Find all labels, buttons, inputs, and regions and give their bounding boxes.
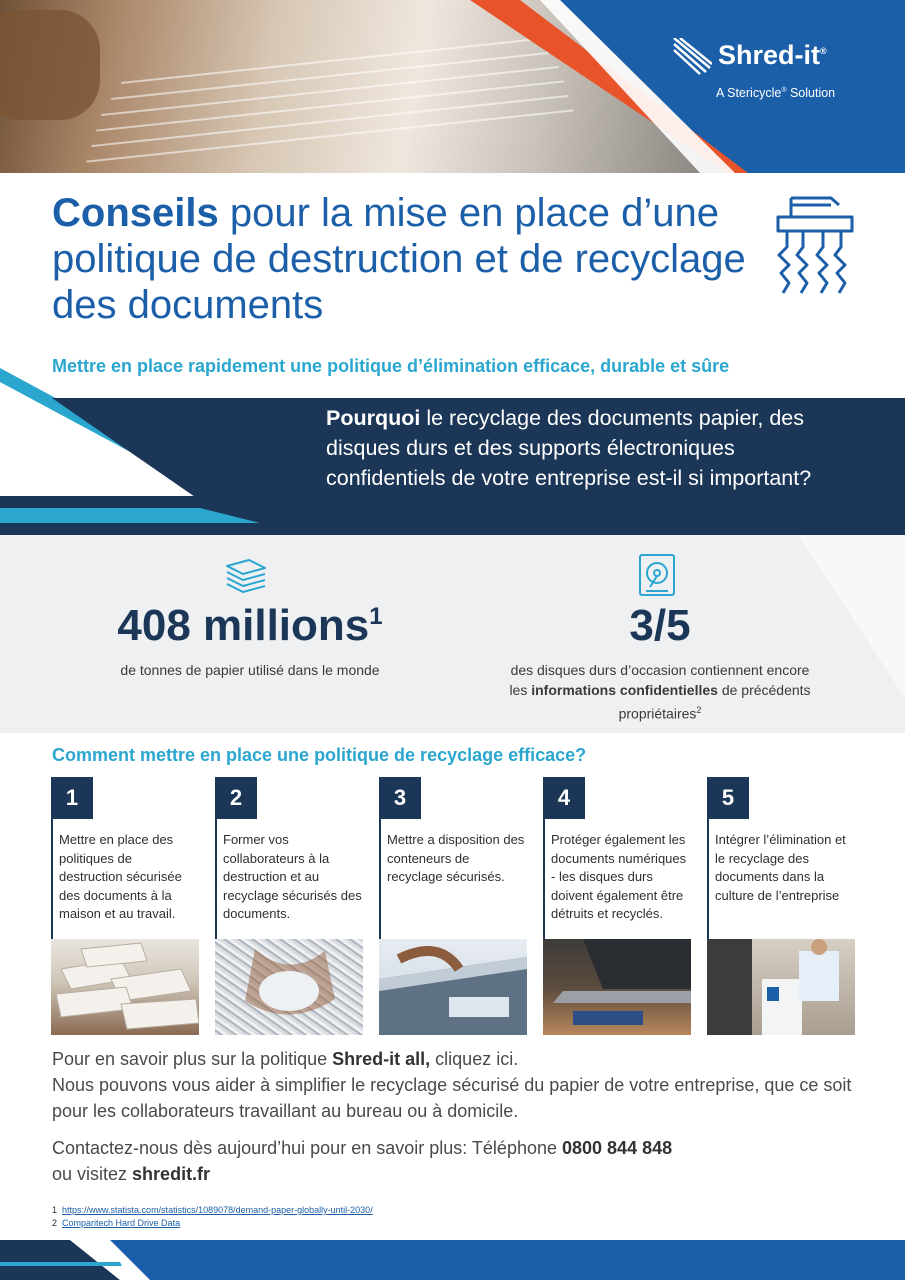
step-text: Mettre a disposition des conteneurs de recyclage sécurisés. [387, 832, 525, 884]
footnote-link-comparitech[interactable]: Comparitech Hard Drive Data [62, 1218, 181, 1228]
logo-reg: ® [820, 46, 827, 56]
stat-drives-desc-bold: informations confidentielles [531, 682, 718, 698]
info-paragraph [52, 1046, 862, 1124]
step-photo-shredded-paper [215, 939, 363, 1035]
step-number: 1 [51, 777, 93, 819]
step-5 [707, 777, 855, 1035]
shredder-lines-icon [672, 38, 712, 78]
logo-tagline-post: Solution [786, 86, 836, 100]
step-text: Intégrer l’élimination et le recyclage des documents dans la culture de l’entreprise [715, 832, 846, 903]
stat-paper-sup: 1 [369, 603, 383, 630]
step-photo-office [707, 939, 855, 1035]
step-divider [51, 819, 53, 939]
step-photo-laptop [543, 939, 691, 1035]
step-number: 5 [707, 777, 749, 819]
info-line1-post: cliquez ici. [430, 1049, 519, 1069]
step-divider [379, 819, 381, 939]
step-text: Mettre en place des politiques de destruction sécurisée des documents à la maison et au travail. [59, 832, 182, 921]
step-photo-secure-container [379, 939, 527, 1035]
stat-drives-desc-pre: des disques durs d’occasion contiennent encore les [509, 662, 810, 698]
shredit-logo[interactable] [672, 38, 836, 100]
footnote-link-statista[interactable]: https://www.statista.com/statistics/1089078/demand-paper-globally-until-2030/ [62, 1205, 373, 1215]
info-line1-pre: Pour en savoir plus sur la politique [52, 1049, 333, 1069]
website-link[interactable]: shredit.fr [132, 1164, 211, 1184]
step-number: 4 [543, 777, 585, 819]
step-text: Protéger également les documents numériques - les disques durs doivent également être détruits et recyclés. [551, 832, 687, 921]
step-divider [215, 819, 217, 939]
step-divider [707, 819, 709, 939]
shredder-icon [775, 195, 855, 300]
header-banner [0, 0, 905, 173]
contact-paragraph [52, 1135, 862, 1187]
step-1 [51, 777, 199, 1035]
footnote-1 [52, 1205, 373, 1215]
contact-pre: Contactez-nous dès aujourd’hui pour en savoir plus: Téléphone [52, 1138, 562, 1158]
page-title [52, 190, 752, 328]
info-line2: Nous pouvons vous aider à simplifier le recyclage sécurisé du papier de votre entreprise, que ce soit pour les collaborateurs travaillant au bureau ou à domicile. [52, 1075, 852, 1121]
stat-paper-number [60, 601, 440, 651]
how-title: Comment mettre en place une politique de recyclage efficace? [52, 745, 587, 765]
stat-drives-desc-post: de précédents propriétaires [618, 682, 811, 722]
stat-paper-desc: de tonnes de papier utilisé dans le monde [120, 662, 380, 678]
why-recycling-text [326, 403, 856, 493]
step-number: 3 [379, 777, 421, 819]
why-rest: le recyclage des documents papier, des disques durs et des supports électroniques confidentiels de votre entreprise est-il si important? [326, 406, 812, 490]
step-photo-paper-pile [51, 939, 199, 1035]
logo-brand: Shred-it [718, 40, 821, 70]
phone-number[interactable]: 0800 844 848 [562, 1138, 673, 1158]
logo-tagline-pre: A Stericycle [716, 86, 782, 100]
step-divider [543, 819, 545, 939]
subtitle: Mettre en place rapidement une politique d’élimination efficace, durable et sûre [52, 356, 730, 376]
stat-drives-number: 3/5 [629, 601, 691, 650]
title-bold: Conseils [52, 191, 219, 235]
step-text: Former vos collaborateurs à la destruction et au recyclage sécurisés des documents. [223, 832, 362, 921]
hard-drive-icon [638, 553, 676, 597]
shredit-all-link[interactable]: Shred-it all, [332, 1049, 431, 1069]
stat-paper-value: 408 millions [117, 601, 370, 650]
step-2 [215, 777, 363, 1035]
why-bold: Pourquoi [326, 406, 421, 430]
contact-mid: ou visitez [52, 1164, 133, 1184]
step-3 [379, 777, 527, 1035]
stat-drives-sup: 2 [696, 705, 702, 715]
stat-drives-desc [500, 660, 820, 724]
step-4 [543, 777, 691, 1035]
footnote-number: 2 [52, 1218, 58, 1228]
title-rest: pour la mise en place d’une politique de destruction et de recyclage des documents [52, 191, 746, 327]
footnote-2 [52, 1218, 180, 1228]
logo-tagline-reg: ® [781, 86, 787, 94]
footnote-number: 1 [52, 1205, 58, 1215]
footer-shapes [0, 1240, 905, 1280]
step-number: 2 [215, 777, 257, 819]
paper-stack-icon [225, 558, 267, 596]
